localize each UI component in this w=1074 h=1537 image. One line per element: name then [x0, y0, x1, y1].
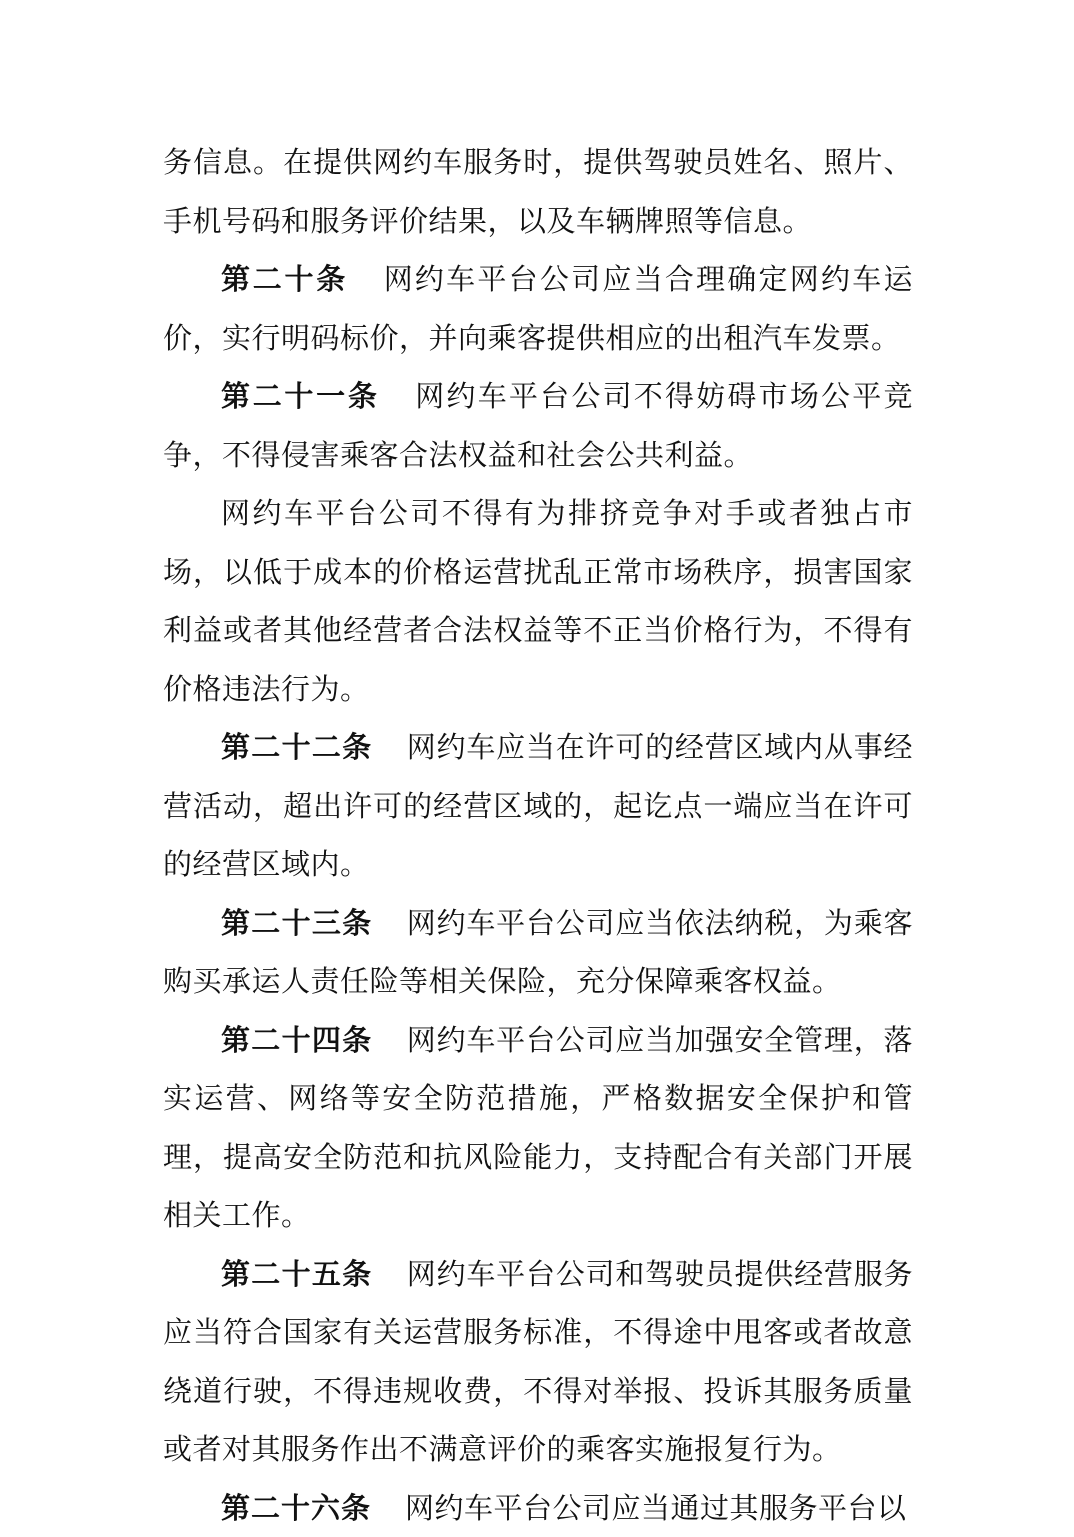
article-26: [163, 1479, 913, 1537]
document-page: [163, 133, 913, 1537]
article-25: [163, 1245, 913, 1479]
article-22: [163, 718, 913, 894]
article-text: 网约车应当在许可的经营区域内从事经营活动，超出许可的经营区域的，起讫点一端应当在许可的经营区域内。: [163, 730, 913, 881]
article-number: 第二十三条: [221, 906, 372, 940]
article-text: 网约车平台公司和驾驶员提供经营服务应当符合国家有关运营服务标准，不得途中甩客或者故意绕道行驶，不得违规收费，不得对举报、投诉其服务质量或者对其服务作出不满意评价的乘客实施报复行为。: [163, 1257, 913, 1467]
article-text: 网约车平台公司不得妨碍市场公平竞争，不得侵害乘客合法权益和社会公共利益。: [163, 379, 913, 472]
article-20: [163, 250, 913, 367]
article-text: 网约车平台公司应当合理确定网约车运价，实行明码标价，并向乘客提供相应的出租汽车发票。: [163, 262, 913, 355]
article-text: 网约车平台公司应当依法纳税，为乘客购买承运人责任险等相关保险，充分保障乘客权益。: [163, 906, 913, 999]
article-24: [163, 1011, 913, 1245]
article-number: 第二十一条: [221, 379, 380, 413]
article-number: 第二十六条: [221, 1491, 371, 1525]
paragraph-continuation: [163, 133, 913, 250]
article-text: 网约车平台公司应当通过其服务平台以: [405, 1491, 907, 1525]
article-number: 第二十四条: [221, 1023, 372, 1057]
paragraph-text: 务信息。在提供网约车服务时，提供驾驶员姓名、照片、手机号码和服务评价结果，以及车辆牌照等信息。: [163, 145, 913, 238]
article-number: 第二十条: [221, 262, 348, 296]
paragraph-text: 网约车平台公司不得有为排挤竞争对手或者独占市场，以低于成本的价格运营扰乱正常市场秩序，损害国家利益或者其他经营者合法权益等不正当价格行为，不得有价格违法行为。: [163, 496, 913, 706]
article-number: 第二十五条: [221, 1257, 372, 1291]
article-21-clause-2: [163, 484, 913, 718]
article-21: [163, 367, 913, 484]
article-text: 网约车平台公司应当加强安全管理，落实运营、网络等安全防范措施，严格数据安全保护和管理，提高安全防范和抗风险能力，支持配合有关部门开展相关工作。: [163, 1023, 913, 1233]
article-number: 第二十二条: [221, 730, 372, 764]
article-23: [163, 894, 913, 1011]
